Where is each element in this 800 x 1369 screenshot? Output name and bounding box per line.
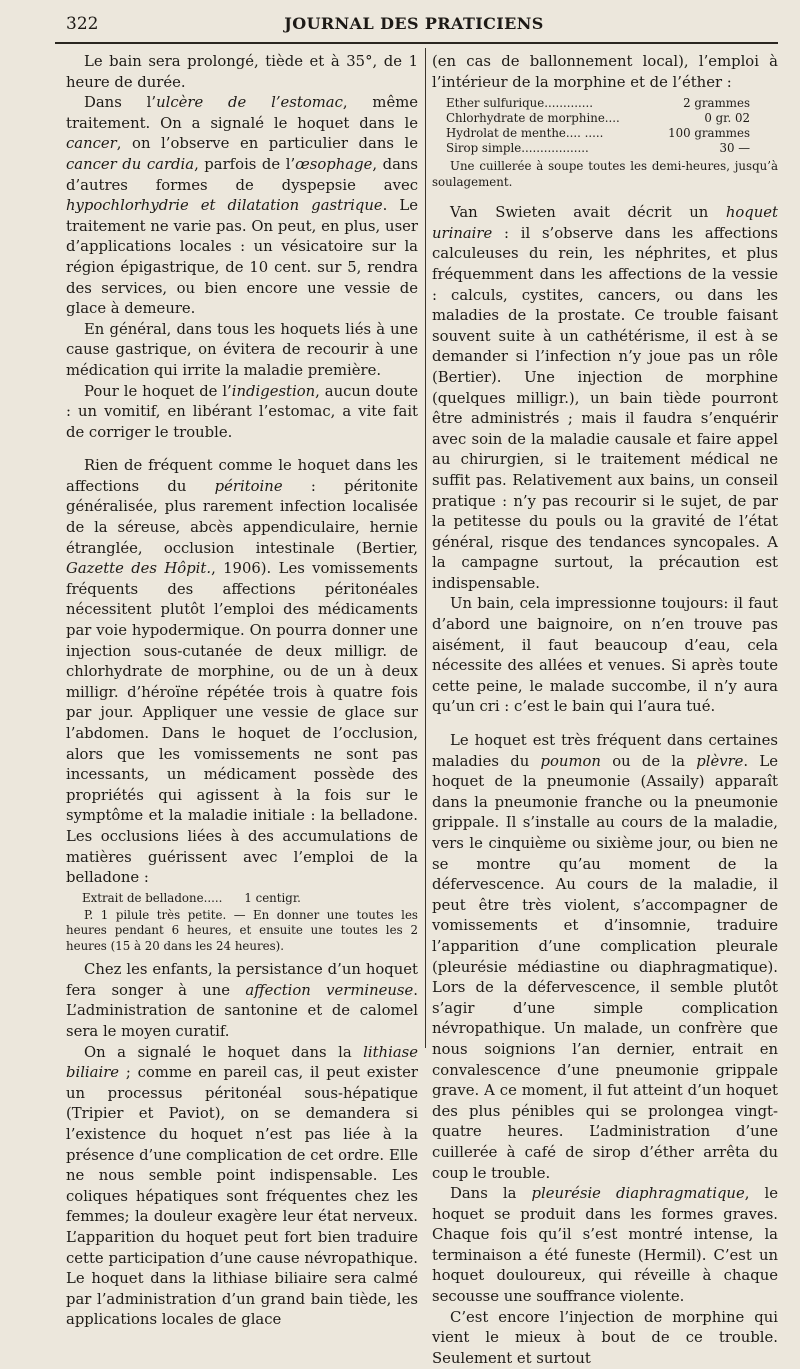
paragraph: Le hoquet est très fréquent dans certaines maladies du poumon ou de la plèvre. Le hoquet de la pneumonie (Assaily) apparaît dans la pneumonie franche ou la pneumonie grippale. Il s’installe au cours de la maladie, vers le cinquième ou sixième jour, ou bien ne se montre qu’au moment de la défervescence. Au cours de la maladie, il peut être très violent, s’accompagner de vomissements et d’insomnie, traduire l’apparition d’une complication pleurale (pleurésie médiastine ou diaphragmatique). Lors de la défervescence, il semble plutôt s’agir d’une simple complication névropathique. Un malade, un confrère que nous soignions l’an dernier, entrait en convalescence d’une pneumonie grippale grave. A ce moment, il fut atteint d’un hoquet des plus pénibles qui se prolongea vingt-quatre heures. L’administration d’une cuillerée à café de sirop d’éther arrêta du coup le trouble. [432,732,778,1182]
column-divider [425,48,426,1048]
paragraph: C’est encore l’injection de morphine qui vient le mieux à bout de ce trouble. Seulement et surtout [432,1308,778,1367]
paragraph: Dans l’ulcère de l’estomac, même traitement. On a signalé le hoquet dans le cancer, on l’observe en particulier dans le cancer du cardia, parfois de l’œsophage, dans d’autres formes de dyspepsie avec hypochlorhydrie et dilatation gastrique. Le traitement ne varie pas. On peut, en plus, user d’applications locales : un vésicatoire sur la région épigastrique, de 10 cent. sur 5, rendra des services, ou bien encore une vessie de glace à demeure. [66,94,419,318]
prescription-note: Une cuillerée à soupe toutes les demi-heures, jusqu’à soulagement. [432,159,778,189]
running-header [50,12,778,38]
paragraph: On a signalé le hoquet dans la lithiase biliaire ; comme en pareil cas, il peut exister un processus péritonéal sous-hépatique (Tripier et Paviot), on se demandera si l’existence du hoquet n’est pas liée à la présence d’une complication de cet ordre. Elle ne nous semble point indispensable. Les coliques hépatiques sont fréquentes chez les femmes; la douleur exagère leur état nerveux. L’apparition du hoquet peut fort bien traduire cette participation d’une cause névropathique. Le hoquet dans la lithiase biliaire sera calmé par l’administration d’un grand bain tiède, les applications locales de glace [66,1043,418,1329]
prescription-line: Extrait de belladone..... 1 centigr. [82,890,301,905]
journal-title: JOURNAL DES PRATICIENS [284,14,544,33]
header-rule [55,42,778,44]
paragraph: Pour le hoquet de l’indigestion, aucun doute : un vomitif, en libérant l’estomac, a vite fait de corriger le trouble. [66,382,418,441]
prescription-table [432,96,778,156]
paragraph: Dans la pleurésie diaphragmatique, le hoquet se produit dans les formes graves. Chaque fois qu’il s’est montré intense, la terminaison a été funeste (Hermil). C’est un hoquet douloureux, qui réveille à chaque secousse une souffrance violente. [432,1185,778,1306]
right-column [432,52,778,1369]
paragraph: En général, dans tous les hoquets liés à une cause gastrique, on évitera de recourir à une médication qui irrite la maladie première. [66,320,418,379]
paragraph: Rien de fréquent comme le hoquet dans les affections du péritoine : péritonite généralisée, plus rarement infection localisée de la séreuse, abcès appendiculaire, hernie étranglée, occlusion intestinale (Bertier, Gazette des Hôpit., 1906). Les vomissements fréquents des affections péritonéales nécessitent plutôt l’emploi des médicaments par voie hypodermique. On pourra donner une injection sous-cutanée de deux milligr. de chlorhydrate de morphine, ou de un à deux milligr. d’héroïne répétée trois à quatre fois par jour. Appliquer une vessie de glace sur l’abdomen. Dans le hoquet de l’occlusion, alors que les vomissements ne sont pas incessants, un médicament possède des propriétés qui agissent à la fois sur le symptôme et la maladie initiale : la belladone. Les occlusions liées à des accumulations de matières guérissent avec l’emploi de la belladone : [66,457,419,887]
paragraph: (en cas de ballonnement local), l’emploi à l’intérieur de la morphine et de l’éther : [432,53,778,91]
paragraph: Chez les enfants, la persistance d’un hoquet fera songer à une affection vermineuse. L’administration de santonine et de calomel sera le moyen curatif. [66,961,418,1041]
page-number: 322 [66,14,99,34]
prescription-row: Hydrolat de menthe.... ..... 100 grammes [446,126,750,141]
paragraph: Van Swieten avait décrit un hoquet urinaire : il s’observe dans les affections calculeuses du rein, les néphrites, et plus fréquemment dans les affections de la vessie : calculs, cystites, cancers, ou dans les maladies de la prostate. Ce trouble faisant souvent suite à un cathétérisme, il est à se demander si l’infection n’y joue pas un rôle (Bertier). Une injection de morphine (quelques milligr.), un bain tiède pourront être administrés ; mais il faudra s’enquérir avec soin de la maladie causale et faire appel au chirurgien, si le traitement médical ne suffit pas. Relativement aux bains, un conseil pratique : n’y pas recourir si le sujet, de par la petitesse du pouls ou la gravité de l’état général, risque des tendances syncopales. A la campagne surtout, la précaution est indispensable. [432,204,778,592]
paragraph: Le bain sera prolongé, tiède et à 35°, de 1 heure de durée. [66,53,418,91]
prescription-row: Ether sulfurique............. 2 grammes [446,96,750,111]
prescription-row: Chlorhydrate de morphine.... 0 gr. 02 [446,111,750,126]
left-column [66,52,418,1331]
prescription-row: Sirop simple.................. 30 — [446,141,750,156]
prescription-note: P. 1 pilule très petite. — En donner une toutes les heures pendant 6 heures, et ensuite une toutes les 2 heures (15 à 20 dans les 24 heures). [66,907,418,953]
paragraph: Un bain, cela impressionne toujours: il faut d’abord une baignoire, on n’en trouve pas aisément, il faut beaucoup d’eau, cela nécessite des allées et venues. Si après toute cette peine, le malade succombe, il n’y aura qu’un cri : c’est le bain qui l’aura tué. [432,595,778,716]
